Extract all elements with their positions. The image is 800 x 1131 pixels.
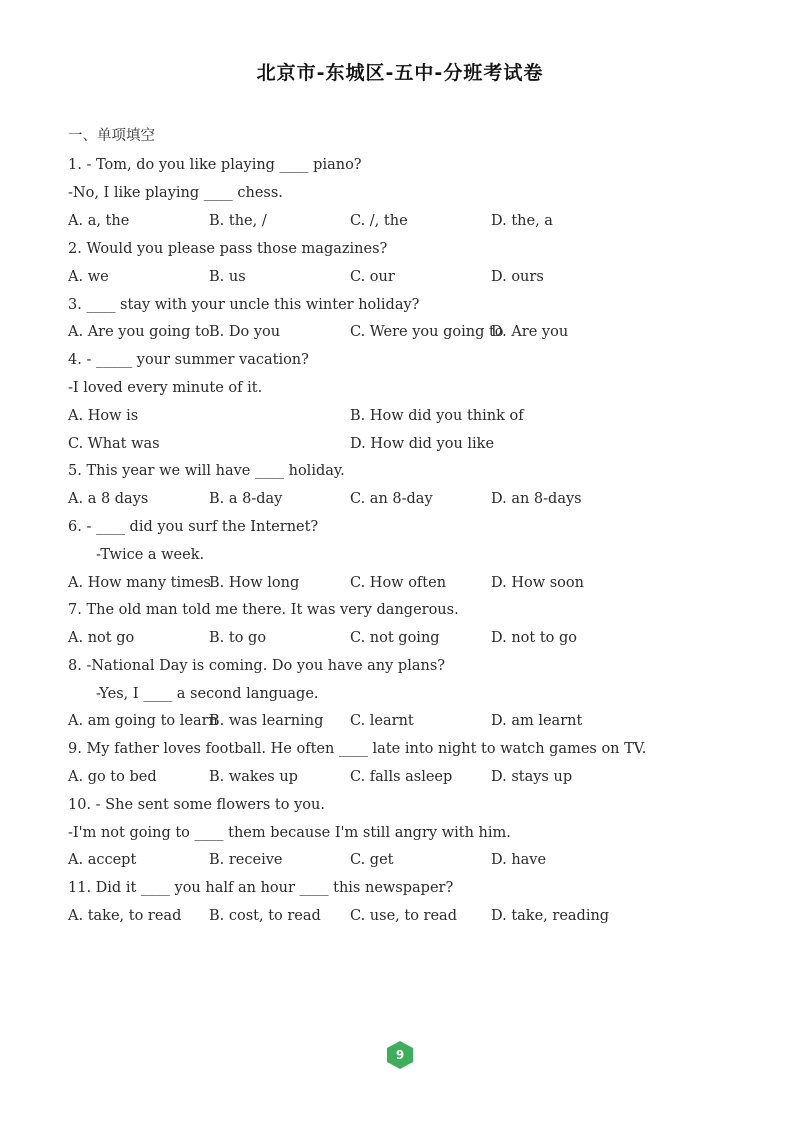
option-c: C. use, to read [350,908,457,924]
question-7-options [68,627,748,649]
question-5-stem: 5. This year we will have ____ holiday. [68,463,345,479]
question-11-options [68,905,748,927]
question-5-options [68,488,748,510]
option-b: B. a 8-day [209,491,283,507]
question-4-options-row1 [68,405,748,427]
question-3-options [68,321,748,343]
question-6-options [68,572,748,594]
option-a: A. a 8 days [68,491,149,507]
section-heading: 一、单项填空 [68,128,155,144]
option-a: A. How is [68,408,139,424]
option-d: D. am learnt [491,713,583,729]
option-d: D. How did you like [350,436,495,452]
question-10-response: -I'm not going to ____ them because I'm still angry with him. [68,825,511,841]
option-b: B. receive [209,852,283,868]
option-b: B. us [209,269,246,285]
page-number: 9 [395,1048,405,1062]
option-d: D. an 8-days [491,491,582,507]
option-b: B. wakes up [209,769,298,785]
option-b: B. Do you [209,324,281,340]
option-b: B. to go [209,630,267,646]
question-1-stem: 1. - Tom, do you like playing ____ piano? [68,157,362,173]
option-d: D. How soon [491,575,584,591]
question-9-options [68,766,748,788]
option-c: C. get [350,852,394,868]
question-4-stem: 4. - _____ your summer vacation? [68,352,309,368]
option-a: A. take, to read [68,908,182,924]
question-4-options-row2 [68,433,748,455]
option-b: B. the, / [209,213,267,229]
option-c: C. falls asleep [350,769,453,785]
option-c: C. How often [350,575,447,591]
question-3-stem: 3. ____ stay with your uncle this winter holiday? [68,297,420,313]
option-b: B. was learning [209,713,324,729]
page-title: 北京市-东城区-五中-分班考试卷 [256,62,544,84]
option-d: D. take, reading [491,908,610,924]
question-2-options [68,266,748,288]
option-a: A. we [68,269,109,285]
option-d: D. the, a [491,213,553,229]
option-a: A. Are you going to [68,324,210,340]
option-c: C. learnt [350,713,414,729]
question-8-options [68,710,748,732]
option-b: B. How did you think of [350,408,524,424]
option-b: B. cost, to read [209,908,321,924]
question-4-response: -I loved every minute of it. [68,380,263,396]
question-1-response: -No, I like playing ____ chess. [68,185,283,201]
question-10-options [68,849,748,871]
question-6-response: -Twice a week. [96,547,205,563]
option-d: D. have [491,852,547,868]
page-number-badge [385,1040,415,1070]
question-7-stem: 7. The old man told me there. It was very dangerous. [68,602,459,618]
question-6-stem: 6. - ____ did you surf the Internet? [68,519,319,535]
option-c: C. not going [350,630,440,646]
question-1-options [68,210,748,232]
option-d: D. ours [491,269,544,285]
option-d: D. stays up [491,769,573,785]
option-c: C. What was [68,436,160,452]
question-8-response: -Yes, I ____ a second language. [96,686,319,702]
option-a: A. not go [68,630,135,646]
question-9-stem: 9. My father loves football. He often ____ late into night to watch games on TV. [68,741,647,757]
option-a: A. How many times [68,575,211,591]
option-a: A. a, the [68,213,130,229]
option-a: A. am going to learn [68,713,218,729]
option-c: C. Were you going to [350,324,504,340]
option-a: A. go to bed [68,769,157,785]
option-d: D. not to go [491,630,578,646]
option-a: A. accept [68,852,137,868]
question-10-stem: 10. - She sent some flowers to you. [68,797,325,813]
option-c: C. /, the [350,213,408,229]
question-8-stem: 8. -National Day is coming. Do you have any plans? [68,658,446,674]
question-2-stem: 2. Would you please pass those magazines? [68,241,388,257]
option-b: B. How long [209,575,300,591]
option-c: C. an 8-day [350,491,433,507]
option-d: D. Are you [491,324,569,340]
question-11-stem: 11. Did it ____ you half an hour ____ this newspaper? [68,880,454,896]
option-c: C. our [350,269,395,285]
